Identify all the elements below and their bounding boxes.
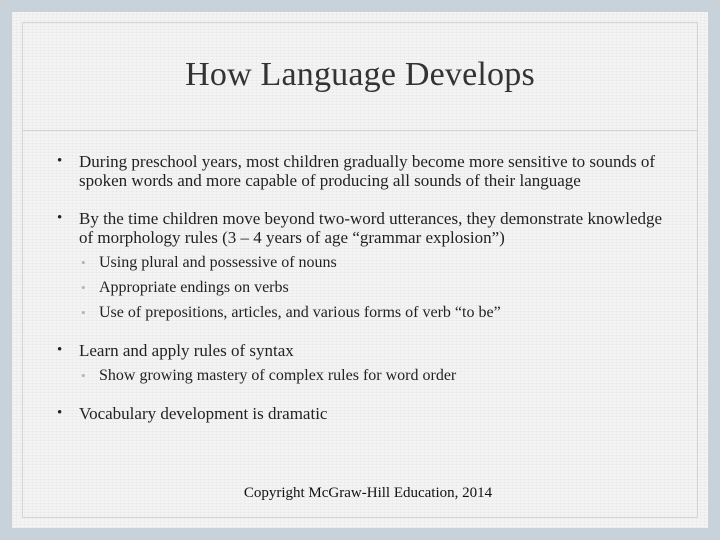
bullet-dot-icon: • [57,153,63,169]
sub-bullet-text: Appropriate endings on verbs [99,279,289,296]
sub-bullet-item [79,366,680,385]
slide-body [50,152,680,423]
sub-bullet-dot-icon: • [81,368,86,383]
bullet-dot-icon: • [57,342,63,358]
bullet-text: Learn and apply rules of syntax [79,341,294,360]
bullet-item [50,152,680,190]
slide-title: How Language Develops [185,56,535,93]
bullet-item [50,404,680,423]
bullet-text: Vocabulary development is dramatic [79,404,328,423]
sub-bullet-item [79,303,680,322]
sub-bullet-text: Show growing mastery of complex rules for word order [99,367,457,384]
copyright-footer: Copyright McGraw-Hill Education, 2014 [243,485,493,501]
sub-bullet-dot-icon: • [81,255,86,270]
bullet-text: During preschool years, most children gradually become more sensitive to sounds of spoken words and more capable of producing all sounds of their language [79,152,655,190]
title-divider [22,130,698,131]
bullet-item [50,341,680,385]
sub-bullet-dot-icon: • [81,280,86,295]
sub-bullet-item [79,278,680,297]
sub-bullet-item [79,253,680,272]
sub-bullet-dot-icon: • [81,305,86,320]
bullet-dot-icon: • [57,405,63,421]
sub-bullet-text: Using plural and possessive of nouns [99,254,337,271]
sub-bullet-text: Use of prepositions, articles, and various forms of verb “to be” [99,304,501,321]
bullet-text: By the time children move beyond two-word utterances, they demonstrate knowledge of morphology rules (3 – 4 years of age “grammar explosion”) [79,209,663,247]
bullet-dot-icon: • [57,210,63,226]
slide [12,12,708,528]
bullet-item [50,209,680,322]
